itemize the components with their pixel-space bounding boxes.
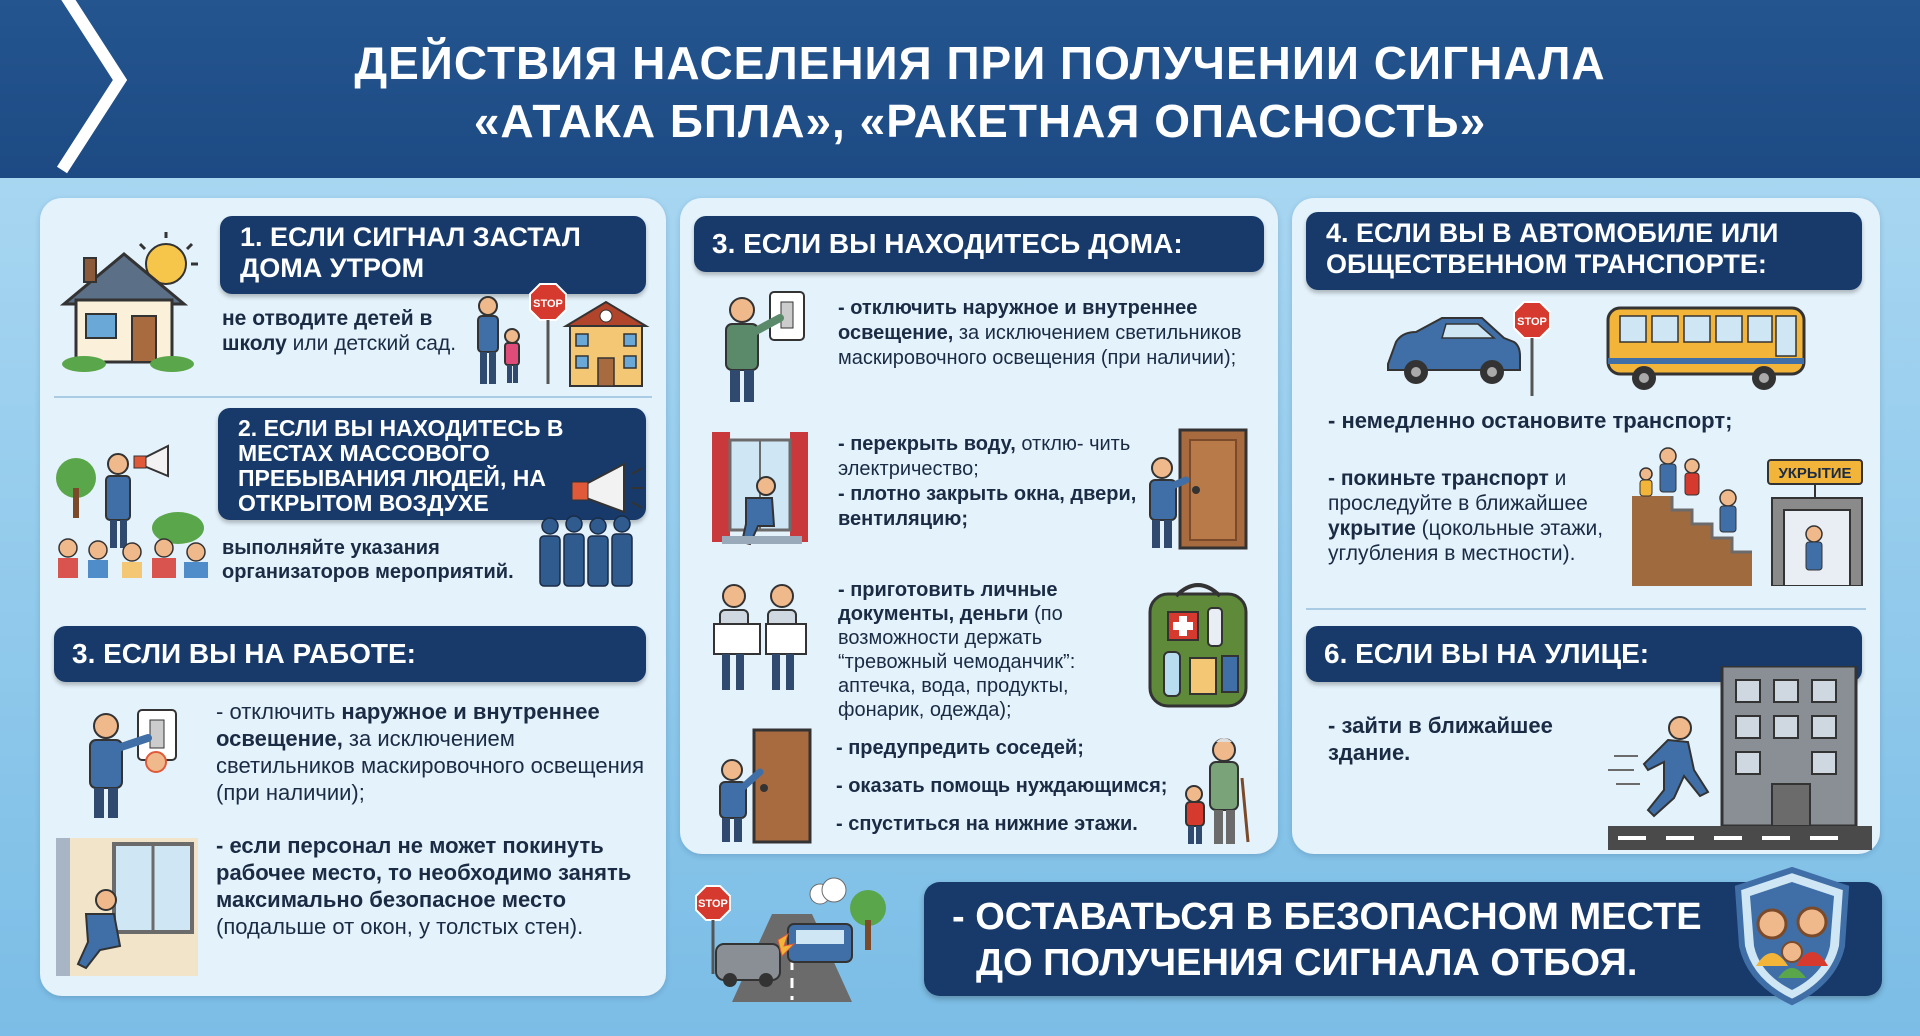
section-3-work-item-a: - отключить наружное и внутреннее освещение, за исключением светильников маскировочного освещения (при наличии);: [216, 699, 644, 805]
megaphone-crowd-icon: [536, 460, 648, 590]
bus-icon: [1604, 302, 1814, 394]
switch-light-icon: [716, 288, 816, 404]
final-instruction-banner: [924, 882, 1882, 996]
section-1-text: не отводите детей в школу или детский сад.: [222, 307, 457, 355]
right-card: [1292, 198, 1880, 854]
house-icon: [54, 224, 204, 374]
title-line-1: ДЕЙСТВИЯ НАСЕЛЕНИЯ ПРИ ПОЛУЧЕНИИ СИГНАЛА: [354, 37, 1606, 89]
chevron-right-icon: [40, 0, 130, 190]
home-item-documents: - приготовить личные документы, деньги (по возможности держать “тревожный чемоданчик”: аптечка, вода, продукты, фонарик, одежда);: [838, 579, 1076, 721]
emergency-backpack-icon: [1142, 574, 1254, 710]
middle-card: [680, 198, 1278, 854]
section-2-text: выполняйте указания организаторов мероприятий.: [222, 537, 514, 583]
home-item-help: - оказать помощь нуждающимся;: [836, 775, 1168, 797]
shelter-stairs-icon: [1632, 436, 1868, 586]
section-3-work-title: 3. ЕСЛИ ВЫ НА РАБОТЕ:: [54, 626, 646, 682]
home-item-water: - перекрыть воду, отклю- чить электричество; - плотно закрыть окна, двери, вентиляцию;: [838, 433, 1137, 530]
section-4-title: 4. ЕСЛИ ВЫ В АВТОМОБИЛЕ ИЛИ ОБЩЕСТВЕННОМ ТРАНСПОРТЕ:: [1306, 212, 1862, 290]
person-crouching-window-icon: [56, 838, 198, 976]
section-home-title: 3. ЕСЛИ ВЫ НАХОДИТЕСЬ ДОМА:: [694, 216, 1264, 272]
switch-light-icon: [78, 704, 188, 820]
divider: [1306, 608, 1866, 610]
section-1-title: 1. ЕСЛИ СИГНАЛ ЗАСТАЛ ДОМА УТРОМ: [220, 216, 646, 294]
parent-child-school-icon: [470, 280, 656, 390]
section-3-work-item-b: - если персонал не может покинуть рабочее место, то необходимо занять максимально безопасное место (подальше от окон, у толстых стен).: [216, 833, 632, 939]
svg-text:УКРЫТИЕ: УКРЫТИЕ: [1778, 465, 1852, 482]
title-line-2: «АТАКА БПЛА», «РАКЕТНАЯ ОПАСНОСТЬ»: [473, 95, 1487, 147]
home-item-lights: - отключить наружное и внутреннее освещение, за исключением светильников маскировочного освещения (при наличии);: [838, 297, 1242, 369]
page-title: [260, 34, 1700, 150]
road-accident-icon: [692, 874, 892, 1002]
speaker-crowd-icon: [48, 428, 218, 578]
person-closing-door-icon: [1140, 426, 1256, 552]
svg-text:STOP: STOP: [1517, 316, 1547, 328]
section-4-item-stop: - немедленно остановите транспорт;: [1328, 408, 1733, 433]
person-closing-window-icon: [702, 432, 818, 548]
home-item-lower-floors: - спуститься на нижние этажи.: [836, 813, 1138, 835]
person-knocking-door-icon: [710, 726, 820, 844]
car-stop-icon: [1382, 298, 1552, 398]
svg-text:STOP: STOP: [533, 298, 563, 310]
final-instruction-text: - ОСТАВАТЬСЯ В БЕЗОПАСНОМ МЕСТЕ ДО ПОЛУЧЕНИЯ СИГНАЛА ОТБОЯ.: [952, 896, 1702, 984]
family-shield-icon: [1730, 866, 1854, 1006]
divider: [54, 396, 652, 398]
home-item-neighbors: - предупредить соседей;: [836, 737, 1084, 759]
svg-text:STOP: STOP: [698, 898, 728, 910]
section-6-text: - зайти в ближайшее здание.: [1328, 713, 1553, 765]
left-card: [40, 198, 666, 996]
elderly-with-child-icon: [1178, 734, 1256, 846]
people-documents-icon: [706, 578, 816, 694]
page-header: [0, 0, 1920, 178]
person-running-building-icon: [1608, 666, 1872, 850]
section-4-item-shelter: - покиньте транспорт и проследуйте в ближайшее укрытие (цокольные этажи, углубления в местности).: [1328, 467, 1604, 565]
section-6-title: 6. ЕСЛИ ВЫ НА УЛИЦЕ:: [1306, 626, 1862, 682]
section-2-title: 2. ЕСЛИ ВЫ НАХОДИТЕСЬ В МЕСТАХ МАССОВОГО ПРЕБЫВАНИЯ ЛЮДЕЙ, НА ОТКРЫТОМ ВОЗДУХЕ: [218, 408, 646, 520]
